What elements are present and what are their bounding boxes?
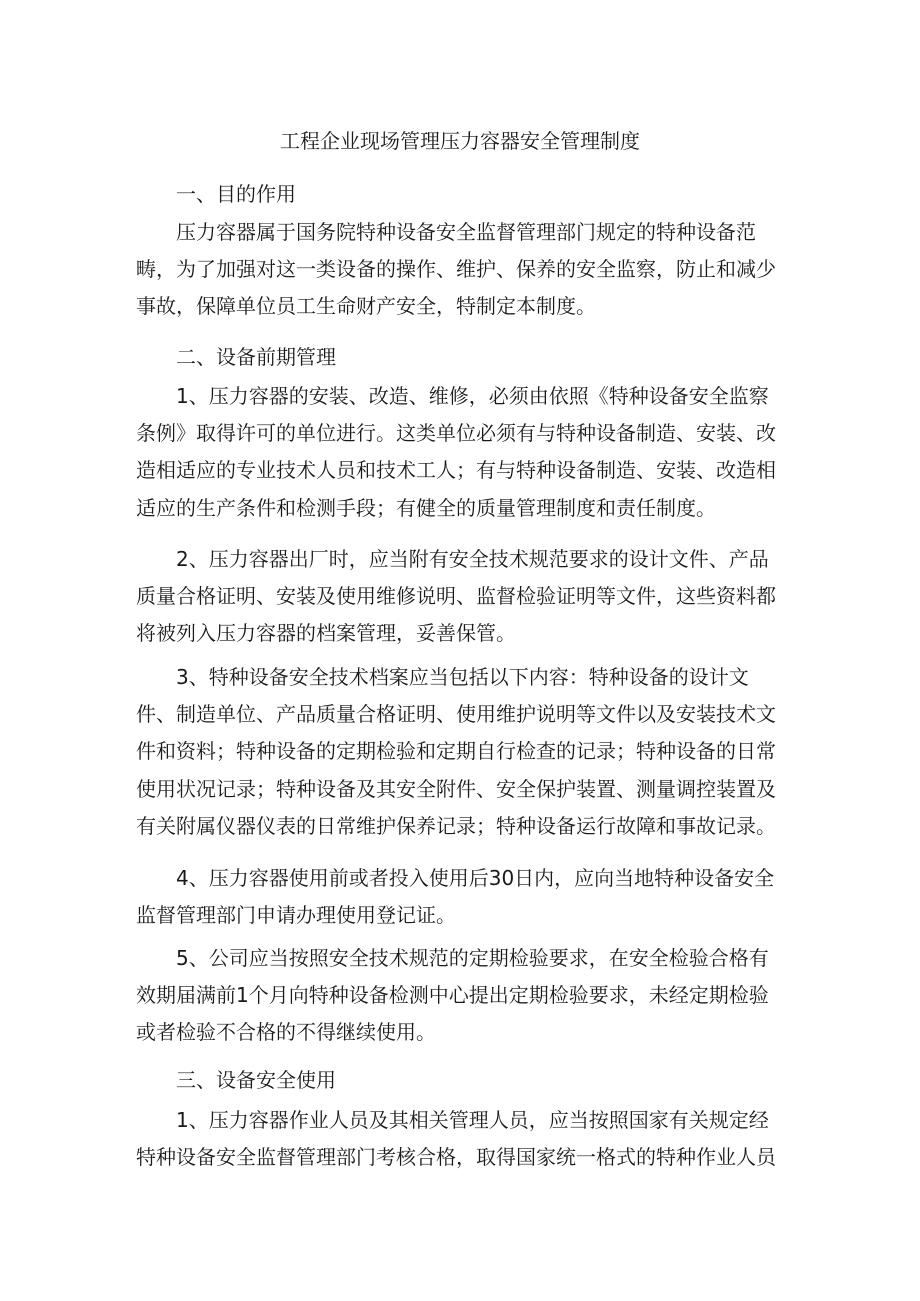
paragraph-line: 3、特种设备安全技术档案应当包括以下内容：特种设备的设计文 [176,665,749,689]
document-title: 工程企业现场管理压力容器安全管理制度 [280,129,640,153]
paragraph-line: 造相适应的专业技术人员和技术工人；有与特种设备制造、安装、改造相 [136,458,776,483]
paragraph-line: 条例》取得许可的单位进行。这类单位必须有与特种设备制造、安装、改 [136,421,776,446]
paragraph-line: 效期届满前1个月向特种设备检测中心提出定期检验要求，未经定期检验 [136,983,769,1008]
paragraph-line: 4、压力容器使用前或者投入使用后30日内，应向当地特种设备安全 [176,866,775,890]
paragraph-line: 2、压力容器出厂时，应当附有安全技术规范要求的设计文件、产品 [176,547,769,571]
paragraph-installation [136,378,796,527]
paragraph-line: 特种设备安全监督管理部门考核合格，取得国家统一格式的特种作业人员 [136,1145,776,1170]
paragraph-line: 监督管理部门申请办理使用登记证。 [136,903,456,928]
paragraph-line: 5、公司应当按照安全技术规范的定期检验要求，在安全检验合格有 [176,946,769,970]
paragraph-periodic-inspection [136,940,796,1052]
paragraph-registration [136,860,796,934]
paragraph-line: 将被列入压力容器的档案管理，妥善保管。 [136,621,516,646]
paragraph-operator-certification [136,1102,796,1176]
section-heading-purpose: 一、目的作用 [176,182,296,206]
paragraph-line: 有关附属仪器仪表的日常维护保养记录；特种设备运行故障和事故记录。 [136,813,776,838]
paragraph-technical-archives [136,659,796,845]
paragraph-line: 事故，保障单位员工生命财产安全，特制定本制度。 [136,294,596,319]
paragraph-line: 1、压力容器的安装、改造、维修，必须由依照《特种设备安全监察 [176,384,769,408]
paragraph-line: 适应的生产条件和检测手段；有健全的质量管理制度和责任制度。 [136,495,716,520]
paragraph-line: 件、制造单位、产品质量合格证明、使用维护说明等文件以及安装技术文 [136,702,776,727]
paragraph-line: 畴，为了加强对这一类设备的操作、维护、保养的安全监察，防止和减少 [136,257,776,282]
section-heading-early-management: 二、设备前期管理 [176,345,336,369]
paragraph-line: 压力容器属于国务院特种设备安全监督管理部门规定的特种设备范 [176,220,756,244]
paragraph-line: 件和资料；特种设备的定期检验和定期自行检查的记录；特种设备的日常 [136,739,776,764]
paragraph-factory-documents [136,541,796,653]
paragraph-line: 质量合格证明、安装及使用维修说明、监督检验证明等文件，这些资料都 [136,584,776,609]
paragraph-purpose [136,214,796,326]
paragraph-line: 或者检验不合格的不得继续使用。 [136,1020,436,1045]
section-heading-safe-use: 三、设备安全使用 [176,1068,336,1092]
paragraph-line: 1、压力容器作业人员及其相关管理人员，应当按照国家有关规定经 [176,1108,769,1132]
paragraph-line: 使用状况记录；特种设备及其安全附件、安全保护装置、测量调控装置及 [136,776,776,801]
